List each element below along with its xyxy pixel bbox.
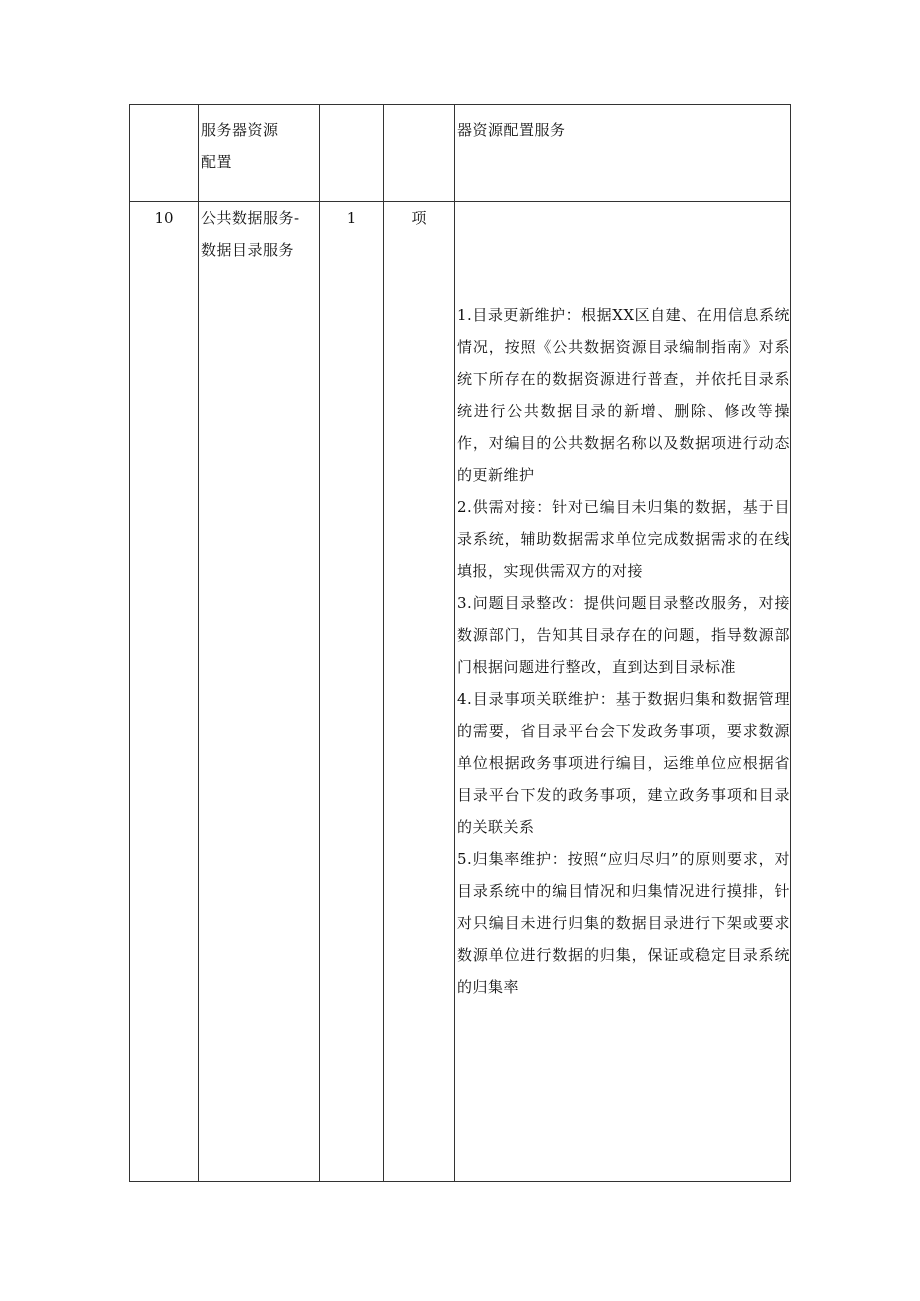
cell-index — [130, 202, 199, 1182]
cell-index — [130, 105, 199, 202]
cell-content: 器资源配置服务 — [455, 105, 791, 202]
cell-service-name — [199, 105, 320, 202]
cell-quantity — [320, 202, 384, 1182]
cell-content — [455, 202, 791, 1182]
service-name-line: 公共数据服务- — [201, 209, 300, 227]
service-name-line: 服务器资源 — [201, 121, 279, 139]
content-paragraph: 1.目录更新维护：根据XX区自建、在用信息系统情况，按照《公共数据资源目录编制指南》对系统下所存在的数据资源进行普查，并依托目录系统进行公共数据目录的新增、删除、修改等操作，对编目的公共数据名称以及数据项进行动态的更新维护 — [457, 306, 790, 484]
table-row — [130, 202, 791, 1182]
service-table — [129, 104, 791, 1182]
row-number: 10 — [154, 209, 174, 227]
service-name-line: 配置 — [201, 153, 233, 171]
content-paragraph: 4.目录事项关联维护：基于数据归集和数据管理的需要，省目录平台会下发政务事项，要求数源单位根据政务事项进行编目，运维单位应根据省目录平台下发的政务事项，建立政务事项和目录的关联关系 — [457, 690, 790, 836]
cell-quantity — [320, 105, 384, 202]
cell-service-name — [199, 202, 320, 1182]
table-row — [130, 105, 791, 202]
content-paragraph: 5.归集率维护：按照“应归尽归”的原则要求，对目录系统中的编目情况和归集情况进行摸排，针对只编目未进行归集的数据目录进行下架或要求数源单位进行数据的归集，保证或稳定目录系统的归集率 — [457, 850, 790, 996]
cell-unit — [384, 105, 455, 202]
content-paragraph: 3.问题目录整改：提供问题目录整改服务，对接数源部门，告知其目录存在的问题，指导数源部门根据问题进行整改，直到达到目录标准 — [457, 594, 790, 676]
service-name-line: 数据目录服务 — [201, 241, 295, 259]
quantity-value: 1 — [346, 209, 357, 227]
unit-value: 项 — [411, 209, 427, 227]
content-paragraph: 2.供需对接：针对已编目未归集的数据，基于目录系统，辅助数据需求单位完成数据需求的在线填报，实现供需双方的对接 — [457, 498, 790, 580]
cell-unit — [384, 202, 455, 1182]
